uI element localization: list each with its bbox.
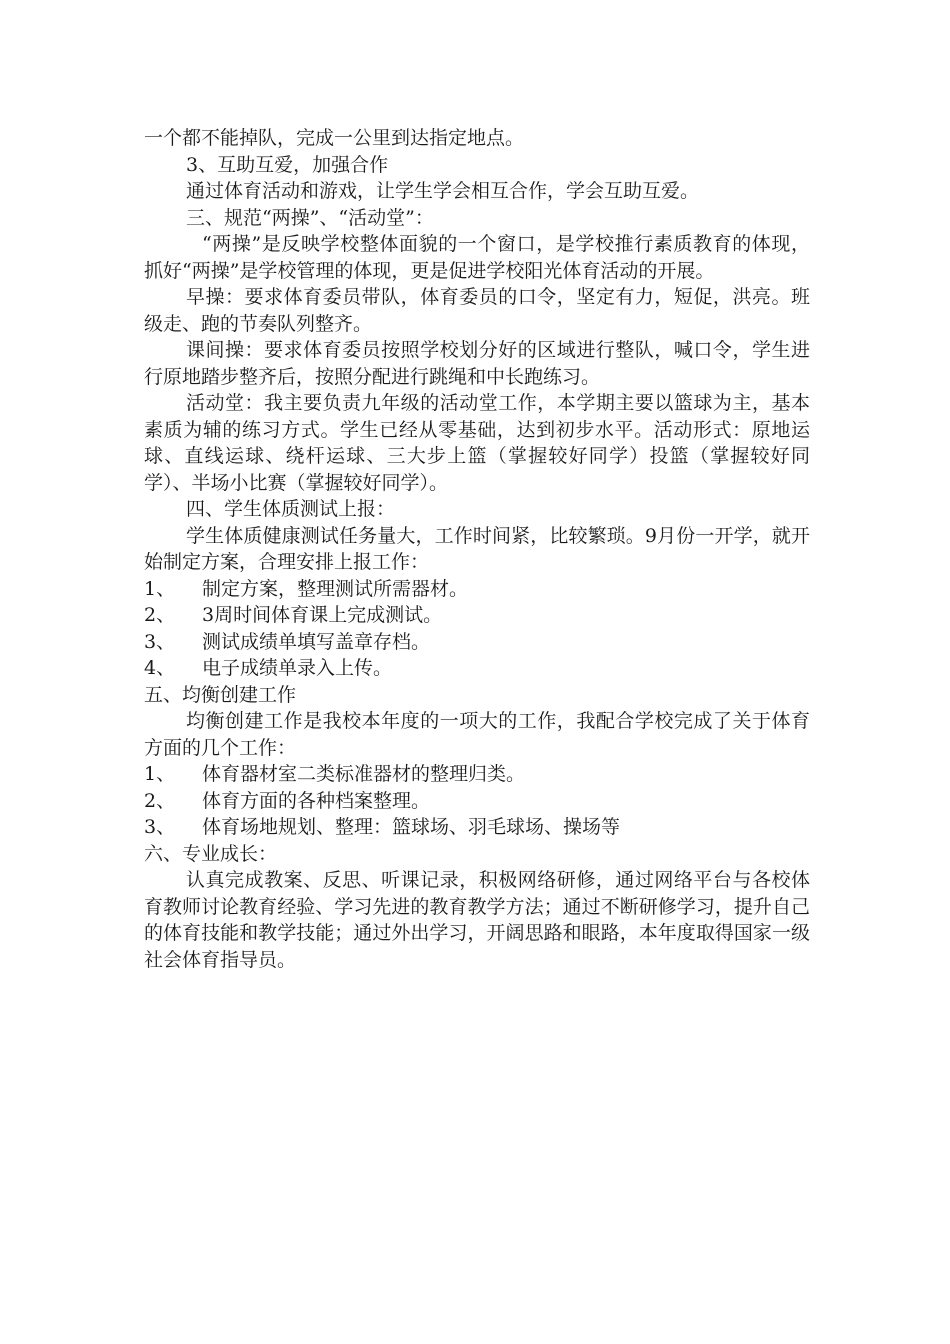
list-text: 制定方案，整理测试所需器材。 xyxy=(202,577,469,600)
paragraph-two-exercises: “两操”是反映学校整体面貌的一个窗口，是学校推行素质教育的体现，抓好“两操”是学校管理的体现，更是促进学校阳光体育活动的开展。 xyxy=(144,233,810,282)
section-heading-3: 三、规范“两操”、“活动堂”： xyxy=(186,206,434,229)
list-item xyxy=(144,788,810,815)
list-item xyxy=(144,761,810,788)
list-item xyxy=(144,814,810,841)
list-item xyxy=(144,629,810,656)
paragraph-fitness-test: 学生体质健康测试任务量大，工作时间紧，比较繁琐。9月份一开学，就开始制定方案，合理安排上报工作： xyxy=(144,524,810,573)
section-heading-4: 四、学生体质测试上报： xyxy=(186,498,396,520)
paragraph-break-exercise: 课间操：要求体育委员按照学校划分好的区域进行整队，喊口令，学生进行原地踏步整齐后，按照分配进行跳绳和中长跑练习。 xyxy=(144,339,810,388)
document-body xyxy=(144,125,810,973)
list-item xyxy=(144,602,810,629)
section-heading-6: 六、专业成长： xyxy=(144,842,278,865)
list-number: 2、 xyxy=(144,604,176,626)
list-number: 4、 xyxy=(144,657,176,679)
list-text: 体育场地规划、整理：篮球场、羽毛球场、操场等 xyxy=(202,816,621,838)
paragraph-professional-growth: 认真完成教案、反思、听课记录，积极网络研修，通过网络平台与各校体育教师讨论教育经验、学习先进的教育教学方法；通过不断研修学习，提升自己的体育技能和教学技能；通过外出学习，开阔思路和眼路，本年度取得国家一级社会体育指导员。 xyxy=(144,869,810,971)
list-text: 测试成绩单填写盖章存档。 xyxy=(202,630,431,653)
list-number: 3、 xyxy=(144,816,176,838)
list-item xyxy=(144,655,810,682)
list-number: 3、 xyxy=(144,630,176,653)
paragraph-morning-exercise: 早操：要求体育委员带队，体育委员的口令，坚定有力，短促，洪亮。班级走、跑的节奏队列整齐。 xyxy=(144,286,810,335)
list-text: 体育器材室二类标准器材的整理归类。 xyxy=(202,763,526,785)
list-text: 体育方面的各种档案整理。 xyxy=(202,789,431,812)
list-text: 3周时间体育课上完成测试。 xyxy=(202,604,443,626)
paragraph-activity-class: 活动堂：我主要负责九年级的活动堂工作，本学期主要以篮球为主，基本素质为辅的练习方式。学生已经从零基础，达到初步水平。活动形式：原地运球、直线运球、绕杆运球、三大步上篮（掌握较好同学）投篮（掌握较好同学）、半场小比赛（掌握较好同学）。 xyxy=(144,392,810,494)
list-number: 1、 xyxy=(144,577,176,600)
list-item xyxy=(144,576,810,603)
list-number: 1、 xyxy=(144,763,176,785)
list-text: 电子成绩单录入上传。 xyxy=(202,657,393,679)
paragraph-cooperation: 通过体育活动和游戏，让学生学会相互合作，学会互助互爱。 xyxy=(186,180,700,202)
paragraph-continuation: 一个都不能掉队，完成一公里到达指定地点。 xyxy=(144,127,525,149)
paragraph-balance-creation: 均衡创建工作是我校本年度的一项大的工作，我配合学校完成了关于体育方面的几个工作： xyxy=(144,710,810,759)
subheading-mutual-help: 3、互助互爱，加强合作 xyxy=(186,153,389,176)
list-number: 2、 xyxy=(144,789,176,812)
section-heading-5: 五、均衡创建工作 xyxy=(144,683,297,706)
